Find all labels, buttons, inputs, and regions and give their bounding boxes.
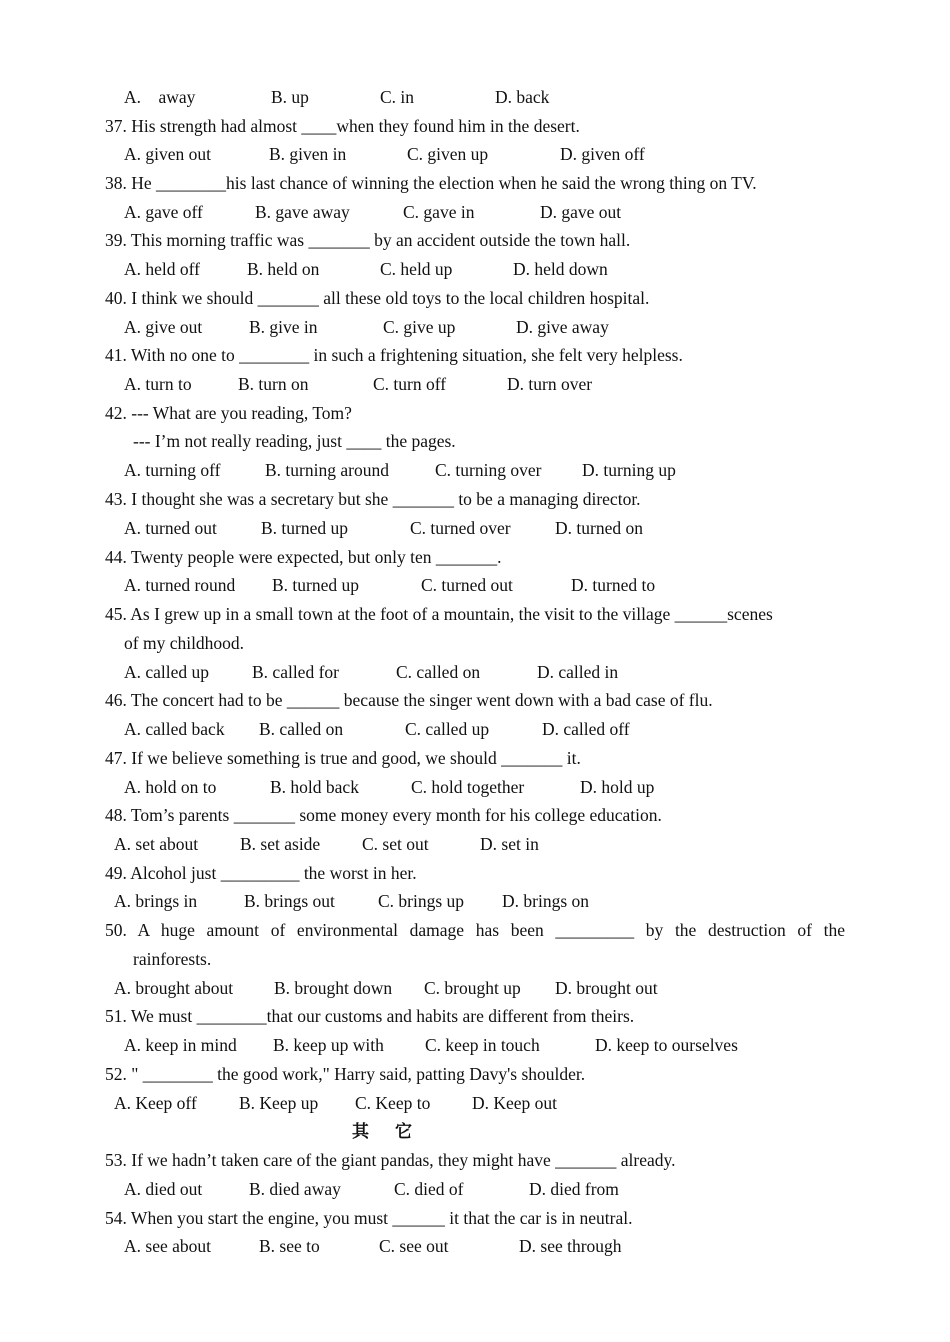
option-a: A. hold on to [124, 777, 217, 797]
option-c: C. Keep to [355, 1093, 431, 1113]
option-c: C. given up [407, 144, 489, 164]
option-a: A. turned out [124, 518, 217, 538]
question-stem: 50. A huge amount of environmental damage has been _________ by the destruction of the [105, 920, 845, 940]
option-b: B. keep up with [273, 1035, 384, 1055]
option-d: D. turn over [507, 374, 593, 394]
option-b: B. given in [269, 144, 347, 164]
option-c: C. turned out [421, 575, 513, 595]
option-d: D. turning up [582, 460, 676, 480]
question-stem-continued: of my childhood. [124, 633, 245, 653]
option-c: C. turn off [373, 374, 447, 394]
question-stem: 52. " ________ the good work," Harry said, patting Davy's shoulder. [105, 1064, 586, 1084]
question-stem-continued: rainforests. [133, 949, 212, 969]
option-c: C. hold together [411, 777, 525, 797]
question-stem: 43. I thought she was a secretary but she _______ to be a managing director. [105, 489, 641, 509]
option-b: B. turned up [261, 518, 349, 538]
option-b: B. died away [249, 1179, 341, 1199]
option-a: A. turn to [124, 374, 192, 394]
option-d: D. Keep out [472, 1093, 558, 1113]
question-stem: 53. If we hadn’t taken care of the giant pandas, they might have _______ already. [105, 1150, 676, 1170]
option-b: B. hold back [270, 777, 359, 797]
option-b: B. brings out [244, 891, 335, 911]
option-c: C. see out [379, 1236, 449, 1256]
question-stem: 51. We must ________that our customs and habits are different from theirs. [105, 1006, 635, 1026]
option-c: C. keep in touch [425, 1035, 540, 1055]
option-a: A. see about [124, 1236, 211, 1256]
option-a: A. away [124, 87, 196, 107]
option-d: D. gave out [540, 202, 622, 222]
option-d: D. given off [560, 144, 645, 164]
question-stem: 47. If we believe something is true and good, we should _______ it. [105, 748, 581, 768]
option-b: B. held on [247, 259, 320, 279]
option-a: A. brings in [114, 891, 198, 911]
option-a: A. called back [124, 719, 225, 739]
option-a: A. give out [124, 317, 203, 337]
option-a: A. gave off [124, 202, 203, 222]
option-d: D. died from [529, 1179, 619, 1199]
option-c: C. brings up [378, 891, 465, 911]
option-b: B. see to [259, 1236, 320, 1256]
option-d: D. hold up [580, 777, 655, 797]
option-d: D. give away [516, 317, 609, 337]
option-d: D. brought out [555, 978, 658, 998]
option-d: D. set in [480, 834, 539, 854]
option-d: D. held down [513, 259, 608, 279]
option-c: C. held up [380, 259, 453, 279]
option-b: B. turning around [265, 460, 389, 480]
question-stem-continued: --- I’m not really reading, just ____ the pages. [133, 431, 456, 451]
question-stem: 42. --- What are you reading, Tom? [105, 403, 352, 423]
option-d: D. brings on [502, 891, 590, 911]
option-a: A. called up [124, 662, 210, 682]
question-stem: 54. When you start the engine, you must ______ it that the car is in neutral. [105, 1208, 633, 1228]
question-stem: 46. The concert had to be ______ because the singer went down with a bad case of flu. [105, 690, 713, 710]
option-c: C. called up [405, 719, 490, 739]
option-a: A. keep in mind [124, 1035, 237, 1055]
option-b: B. up [271, 87, 309, 107]
option-a: A. Keep off [114, 1093, 197, 1113]
option-b: B. turned up [272, 575, 360, 595]
option-c: C. give up [383, 317, 456, 337]
question-stem: 37. His strength had almost ____when they found him in the desert. [105, 116, 580, 136]
option-c: C. gave in [403, 202, 475, 222]
question-stem: 45. As I grew up in a small town at the foot of a mountain, the visit to the village ______scenes [105, 604, 773, 624]
option-c: C. called on [396, 662, 481, 682]
option-d: D. called in [537, 662, 619, 682]
option-c: C. in [380, 87, 415, 107]
question-stem: 41. With no one to ________ in such a frightening situation, she felt very helpless. [105, 345, 683, 365]
option-a: A. given out [124, 144, 212, 164]
option-b: B. give in [249, 317, 318, 337]
question-stem: 49. Alcohol just _________ the worst in her. [105, 863, 417, 883]
option-a: A. died out [124, 1179, 203, 1199]
option-d: D. see through [519, 1236, 622, 1256]
option-b: B. turn on [238, 374, 309, 394]
option-d: D. keep to ourselves [595, 1035, 738, 1055]
option-d: D. turned on [555, 518, 643, 538]
option-b: B. brought down [274, 978, 393, 998]
question-stem: 39. This morning traffic was _______ by an accident outside the town hall. [105, 230, 631, 250]
question-stem: 40. I think we should _______ all these old toys to the local children hospital. [105, 288, 650, 308]
option-a: A. held off [124, 259, 200, 279]
option-a: A. set about [114, 834, 199, 854]
option-c: C. turned over [410, 518, 511, 538]
option-b: B. Keep up [239, 1093, 319, 1113]
option-d: D. called off [542, 719, 630, 739]
option-a: A. brought about [114, 978, 234, 998]
option-b: B. called on [259, 719, 344, 739]
option-c: C. died of [394, 1179, 464, 1199]
option-d: D. back [495, 87, 550, 107]
option-a: A. turned round [124, 575, 236, 595]
question-stem: 44. Twenty people were expected, but only ten _______. [105, 547, 502, 567]
option-a: A. turning off [124, 460, 221, 480]
question-stem: 38. He ________his last chance of winning the election when he said the wrong thing on TV. [105, 173, 757, 193]
option-d: D. turned to [571, 575, 656, 595]
question-stem: 48. Tom’s parents _______ some money every month for his college education. [105, 805, 662, 825]
option-b: B. set aside [240, 834, 321, 854]
option-b: B. called for [252, 662, 339, 682]
section-heading: 其它 [352, 1122, 438, 1142]
option-c: C. brought up [424, 978, 521, 998]
option-c: C. set out [362, 834, 429, 854]
option-c: C. turning over [435, 460, 542, 480]
option-b: B. gave away [255, 202, 350, 222]
